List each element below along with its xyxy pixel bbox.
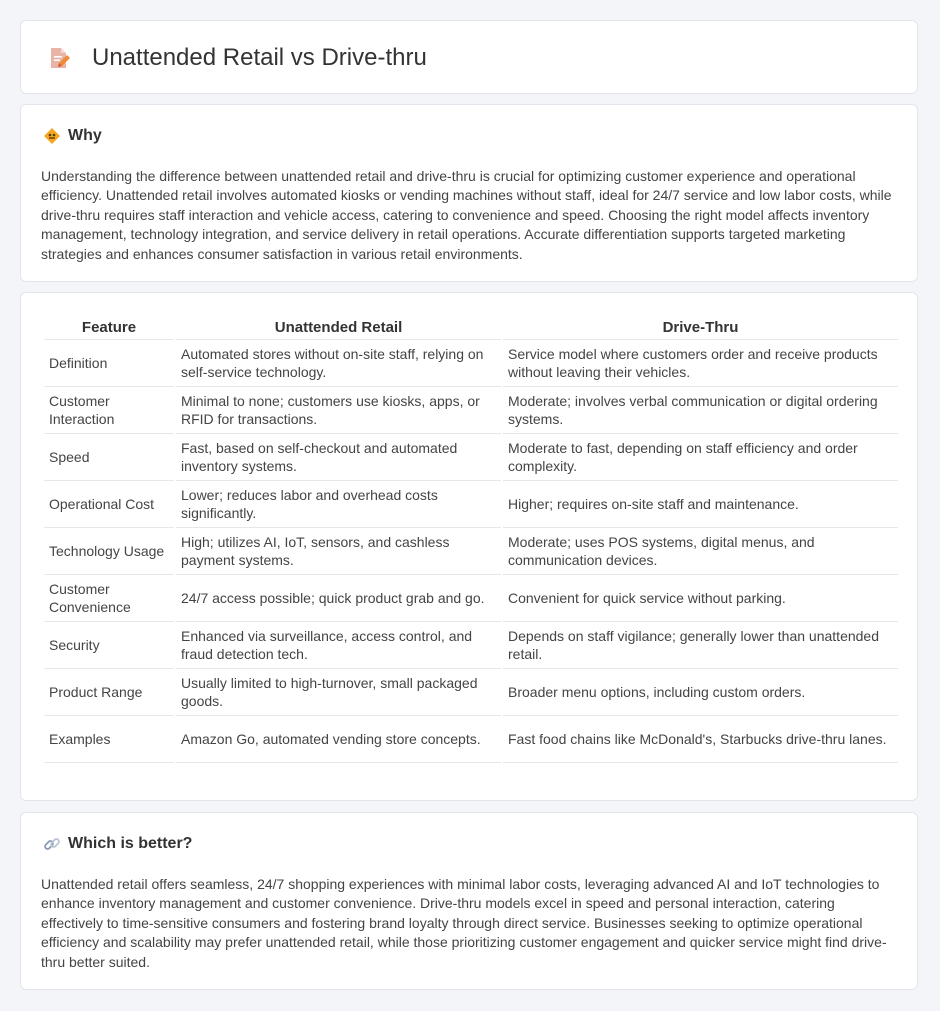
drive-thru-cell: Moderate; uses POS systems, digital menus, and communication devices.	[502, 528, 898, 575]
drive-thru-cell: Service model where customers order and receive products without leaving their vehicles.	[502, 340, 898, 387]
comparison-table	[44, 314, 898, 763]
header-unattended-retail: Unattended Retail	[175, 314, 502, 340]
table-row	[44, 622, 898, 669]
drive-thru-cell: Moderate to fast, depending on staff efficiency and order complexity.	[502, 434, 898, 481]
header-drive-thru: Drive-Thru	[502, 314, 898, 340]
drive-thru-cell: Higher; requires on-site staff and maintenance.	[502, 481, 898, 528]
why-section	[20, 104, 918, 282]
title-card	[20, 20, 918, 94]
table-row	[44, 340, 898, 387]
table-row	[44, 575, 898, 622]
unattended-cell: Lower; reduces labor and overhead costs significantly.	[175, 481, 502, 528]
feature-cell: Examples	[44, 716, 175, 763]
table-row	[44, 716, 898, 763]
warning-sign-icon	[43, 127, 61, 145]
drive-thru-cell: Broader menu options, including custom orders.	[502, 669, 898, 716]
which-is-better-section	[20, 812, 918, 990]
header-feature: Feature	[44, 314, 175, 340]
why-text: Understanding the difference between unattended retail and drive-thru is crucial for optimizing customer experience and operational efficiency. Unattended retail involves automated kiosks or vending machines without staff, ideal for 24/7 service and low labor costs, while drive-thru requires staff interaction and vehicle access, catering to convenience and speed. Choosing the right model affects inventory management, technology integration, and service delivery in retail operations. Accurate differentiation supports targeted marketing strategies and enhances consumer satisfaction in various retail environments.	[41, 168, 892, 262]
drive-thru-cell: Depends on staff vigilance; generally lower than unattended retail.	[502, 622, 898, 669]
link-icon	[43, 835, 61, 853]
unattended-cell: Enhanced via surveillance, access control, and fraud detection tech.	[175, 622, 502, 669]
which-is-better-title: Which is better?	[68, 835, 193, 852]
table-header-row	[44, 314, 898, 340]
drive-thru-cell: Fast food chains like McDonald's, Starbucks drive-thru lanes.	[502, 716, 898, 763]
unattended-cell: Usually limited to high-turnover, small packaged goods.	[175, 669, 502, 716]
why-title: Why	[68, 127, 102, 144]
feature-cell: Speed	[44, 434, 175, 481]
unattended-cell: Minimal to none; customers use kiosks, apps, or RFID for transactions.	[175, 387, 502, 434]
drive-thru-cell: Moderate; involves verbal communication or digital ordering systems.	[502, 387, 898, 434]
table-row	[44, 481, 898, 528]
table-row	[44, 434, 898, 481]
feature-cell: Technology Usage	[44, 528, 175, 575]
feature-cell: Definition	[44, 340, 175, 387]
page-title: Unattended Retail vs Drive-thru	[92, 44, 427, 71]
unattended-cell: High; utilizes AI, IoT, sensors, and cashless payment systems.	[175, 528, 502, 575]
table-row	[44, 528, 898, 575]
feature-cell: Customer Interaction	[44, 387, 175, 434]
table-row	[44, 387, 898, 434]
feature-cell: Security	[44, 622, 175, 669]
unattended-cell: Fast, based on self-checkout and automated inventory systems.	[175, 434, 502, 481]
table-row	[44, 669, 898, 716]
feature-cell: Product Range	[44, 669, 175, 716]
comparison-section	[20, 292, 918, 801]
unattended-cell: 24/7 access possible; quick product grab and go.	[175, 575, 502, 622]
which-is-better-text: Unattended retail offers seamless, 24/7 shopping experiences with minimal labor costs, leveraging advanced AI and IoT technologies to enhance inventory management and customer convenience. Drive-thru models excel in speed and personal interaction, catering effectively to time-sensitive consumers and fostering brand loyalty through direct service. Businesses seeking to optimize operational efficiency and scalability may prefer unattended retail, while those prioritizing customer engagement and quicker service might find drive-thru better suited.	[41, 876, 887, 970]
feature-cell: Customer Convenience	[44, 575, 175, 622]
document-pencil-icon	[47, 46, 71, 70]
drive-thru-cell: Convenient for quick service without parking.	[502, 575, 898, 622]
feature-cell: Operational Cost	[44, 481, 175, 528]
unattended-cell: Amazon Go, automated vending store concepts.	[175, 716, 502, 763]
unattended-cell: Automated stores without on-site staff, relying on self-service technology.	[175, 340, 502, 387]
